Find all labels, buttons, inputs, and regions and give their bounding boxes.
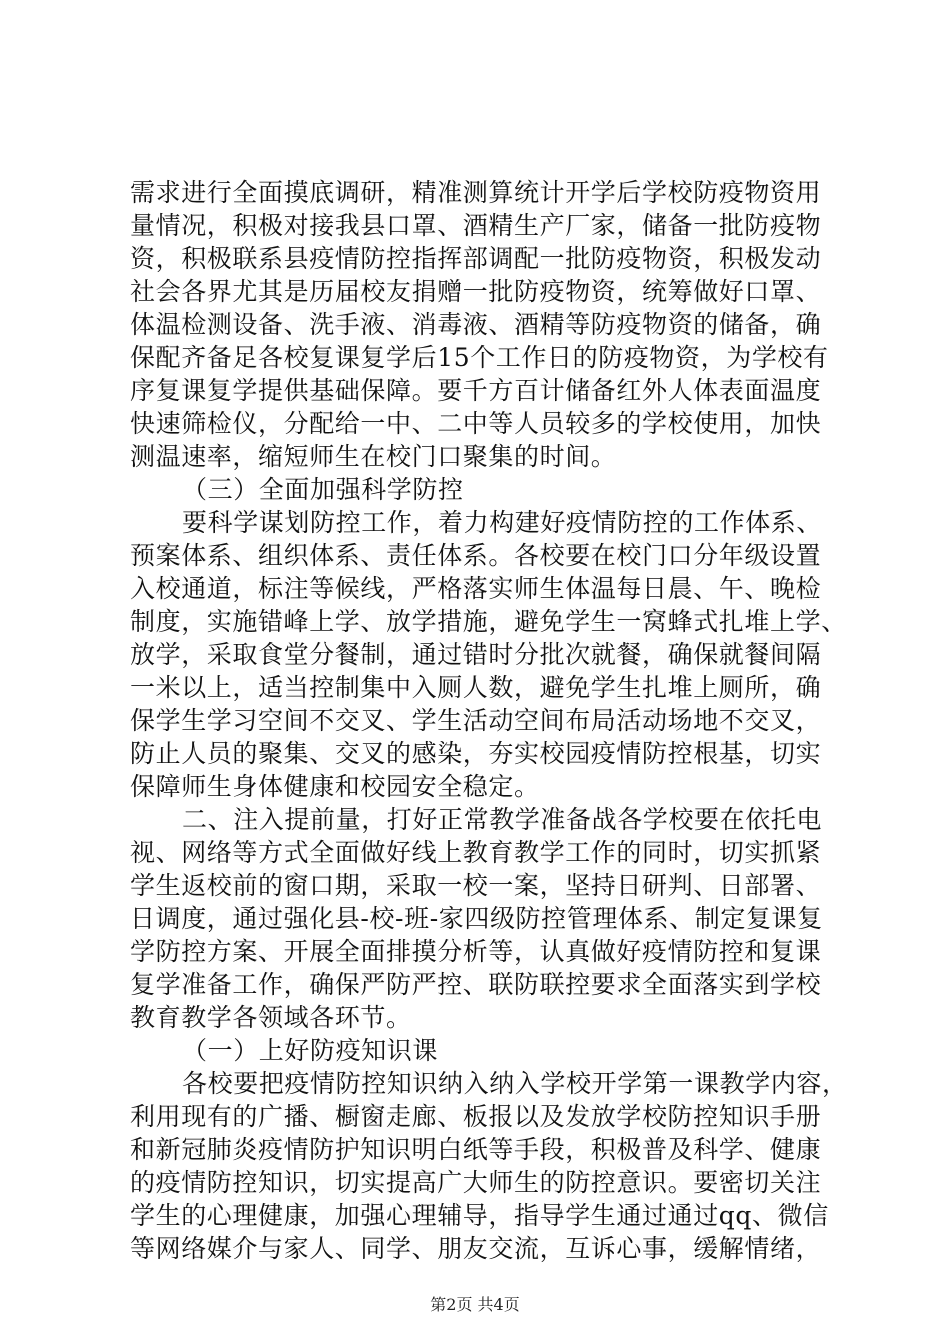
document-body — [130, 176, 848, 1265]
text-line: 测温速率，缩短师生在校门口聚集的时间。 — [130, 442, 617, 471]
text-line: 一米以上，适当控制集中入厕人数，避免学生扎堆上厕所，确 — [130, 673, 822, 702]
text-line: 保配齐备足各校复课复学后15个工作日的防疫物资，为学校有 — [130, 343, 829, 372]
text-line: 放学，采取食堂分餐制，通过错时分批次就餐，确保就餐间隔 — [130, 640, 822, 669]
paragraph-first-line: 二、注入提前量，打好正常教学准备战各学校要在依托电 — [182, 805, 823, 834]
text-line: 等网络媒介与家人、同学、朋友交流，互诉心事，缓解情绪， — [130, 1234, 822, 1263]
section-heading: （一）上好防疫知识课 — [182, 1036, 439, 1065]
text-line: 教育教学各领域各环节。 — [130, 1003, 412, 1032]
text-line: 复学准备工作，确保严防严控、联防联控要求全面落实到学校 — [130, 970, 822, 999]
text-line: 学防控方案、开展全面排摸分析等，认真做好疫情防控和复课 — [130, 937, 822, 966]
text-line: 的疫情防控知识，切实提高广大师生的防控意识。要密切关注 — [130, 1168, 822, 1197]
text-line: 预案体系、组织体系、责任体系。各校要在校门口分年级设置 — [130, 541, 822, 570]
text-line: 保学生学习空间不交叉、学生活动空间布局活动场地不交叉， — [130, 706, 822, 735]
text-line: 学生的心理健康，加强心理辅导，指导学生通过通过qq、微信 — [130, 1201, 829, 1230]
text-line: 保障师生身体健康和校园安全稳定。 — [130, 772, 540, 801]
text-line: 序复课复学提供基础保障。要千方百计储备红外人体表面温度 — [130, 376, 822, 405]
section-heading: （三）全面加强科学防控 — [182, 475, 464, 504]
text-line: 制度，实施错峰上学、放学措施，避免学生一窝蜂式扎堆上学、 — [130, 607, 847, 636]
text-line: 防止人员的聚集、交叉的感染，夯实校园疫情防控根基，切实 — [130, 739, 822, 768]
text-line: 体温检测设备、洗手液、消毒液、酒精等防疫物资的储备，确 — [130, 310, 822, 339]
paragraph-first-line: 要科学谋划防控工作，着力构建好疫情防控的工作体系、 — [182, 508, 823, 537]
text-line: 和新冠肺炎疫情防护知识明白纸等手段，积极普及科学、健康 — [130, 1135, 822, 1164]
text-line: 利用现有的广播、橱窗走廊、板报以及发放学校防控知识手册 — [130, 1102, 822, 1131]
page-number-footer: 第2页 共4页 — [430, 1295, 520, 1314]
text-line: 需求进行全面摸底调研，精准测算统计开学后学校防疫物资用 — [130, 178, 822, 207]
text-line: 社会各界尤其是历届校友捐赠一批防疫物资，统筹做好口罩、 — [130, 277, 822, 306]
text-line: 量情况，积极对接我县口罩、酒精生产厂家，储备一批防疫物 — [130, 211, 822, 240]
text-line: 快速筛检仪，分配给一中、二中等人员较多的学校使用，加快 — [130, 409, 822, 438]
text-line: 入校通道，标注等候线，严格落实师生体温每日晨、午、晚检 — [130, 574, 822, 603]
text-line: 日调度，通过强化县-校-班-家四级防控管理体系、制定复课复 — [130, 904, 823, 933]
text-line: 学生返校前的窗口期，采取一校一案，坚持日研判、日部署、 — [130, 871, 822, 900]
paragraph-first-line: 各校要把疫情防控知识纳入纳入学校开学第一课教学内容， — [182, 1069, 848, 1098]
text-line: 视、网络等方式全面做好线上教育教学工作的同时，切实抓紧 — [130, 838, 822, 867]
text-line: 资，积极联系县疫情防控指挥部调配一批防疫物资，积极发动 — [130, 244, 822, 273]
